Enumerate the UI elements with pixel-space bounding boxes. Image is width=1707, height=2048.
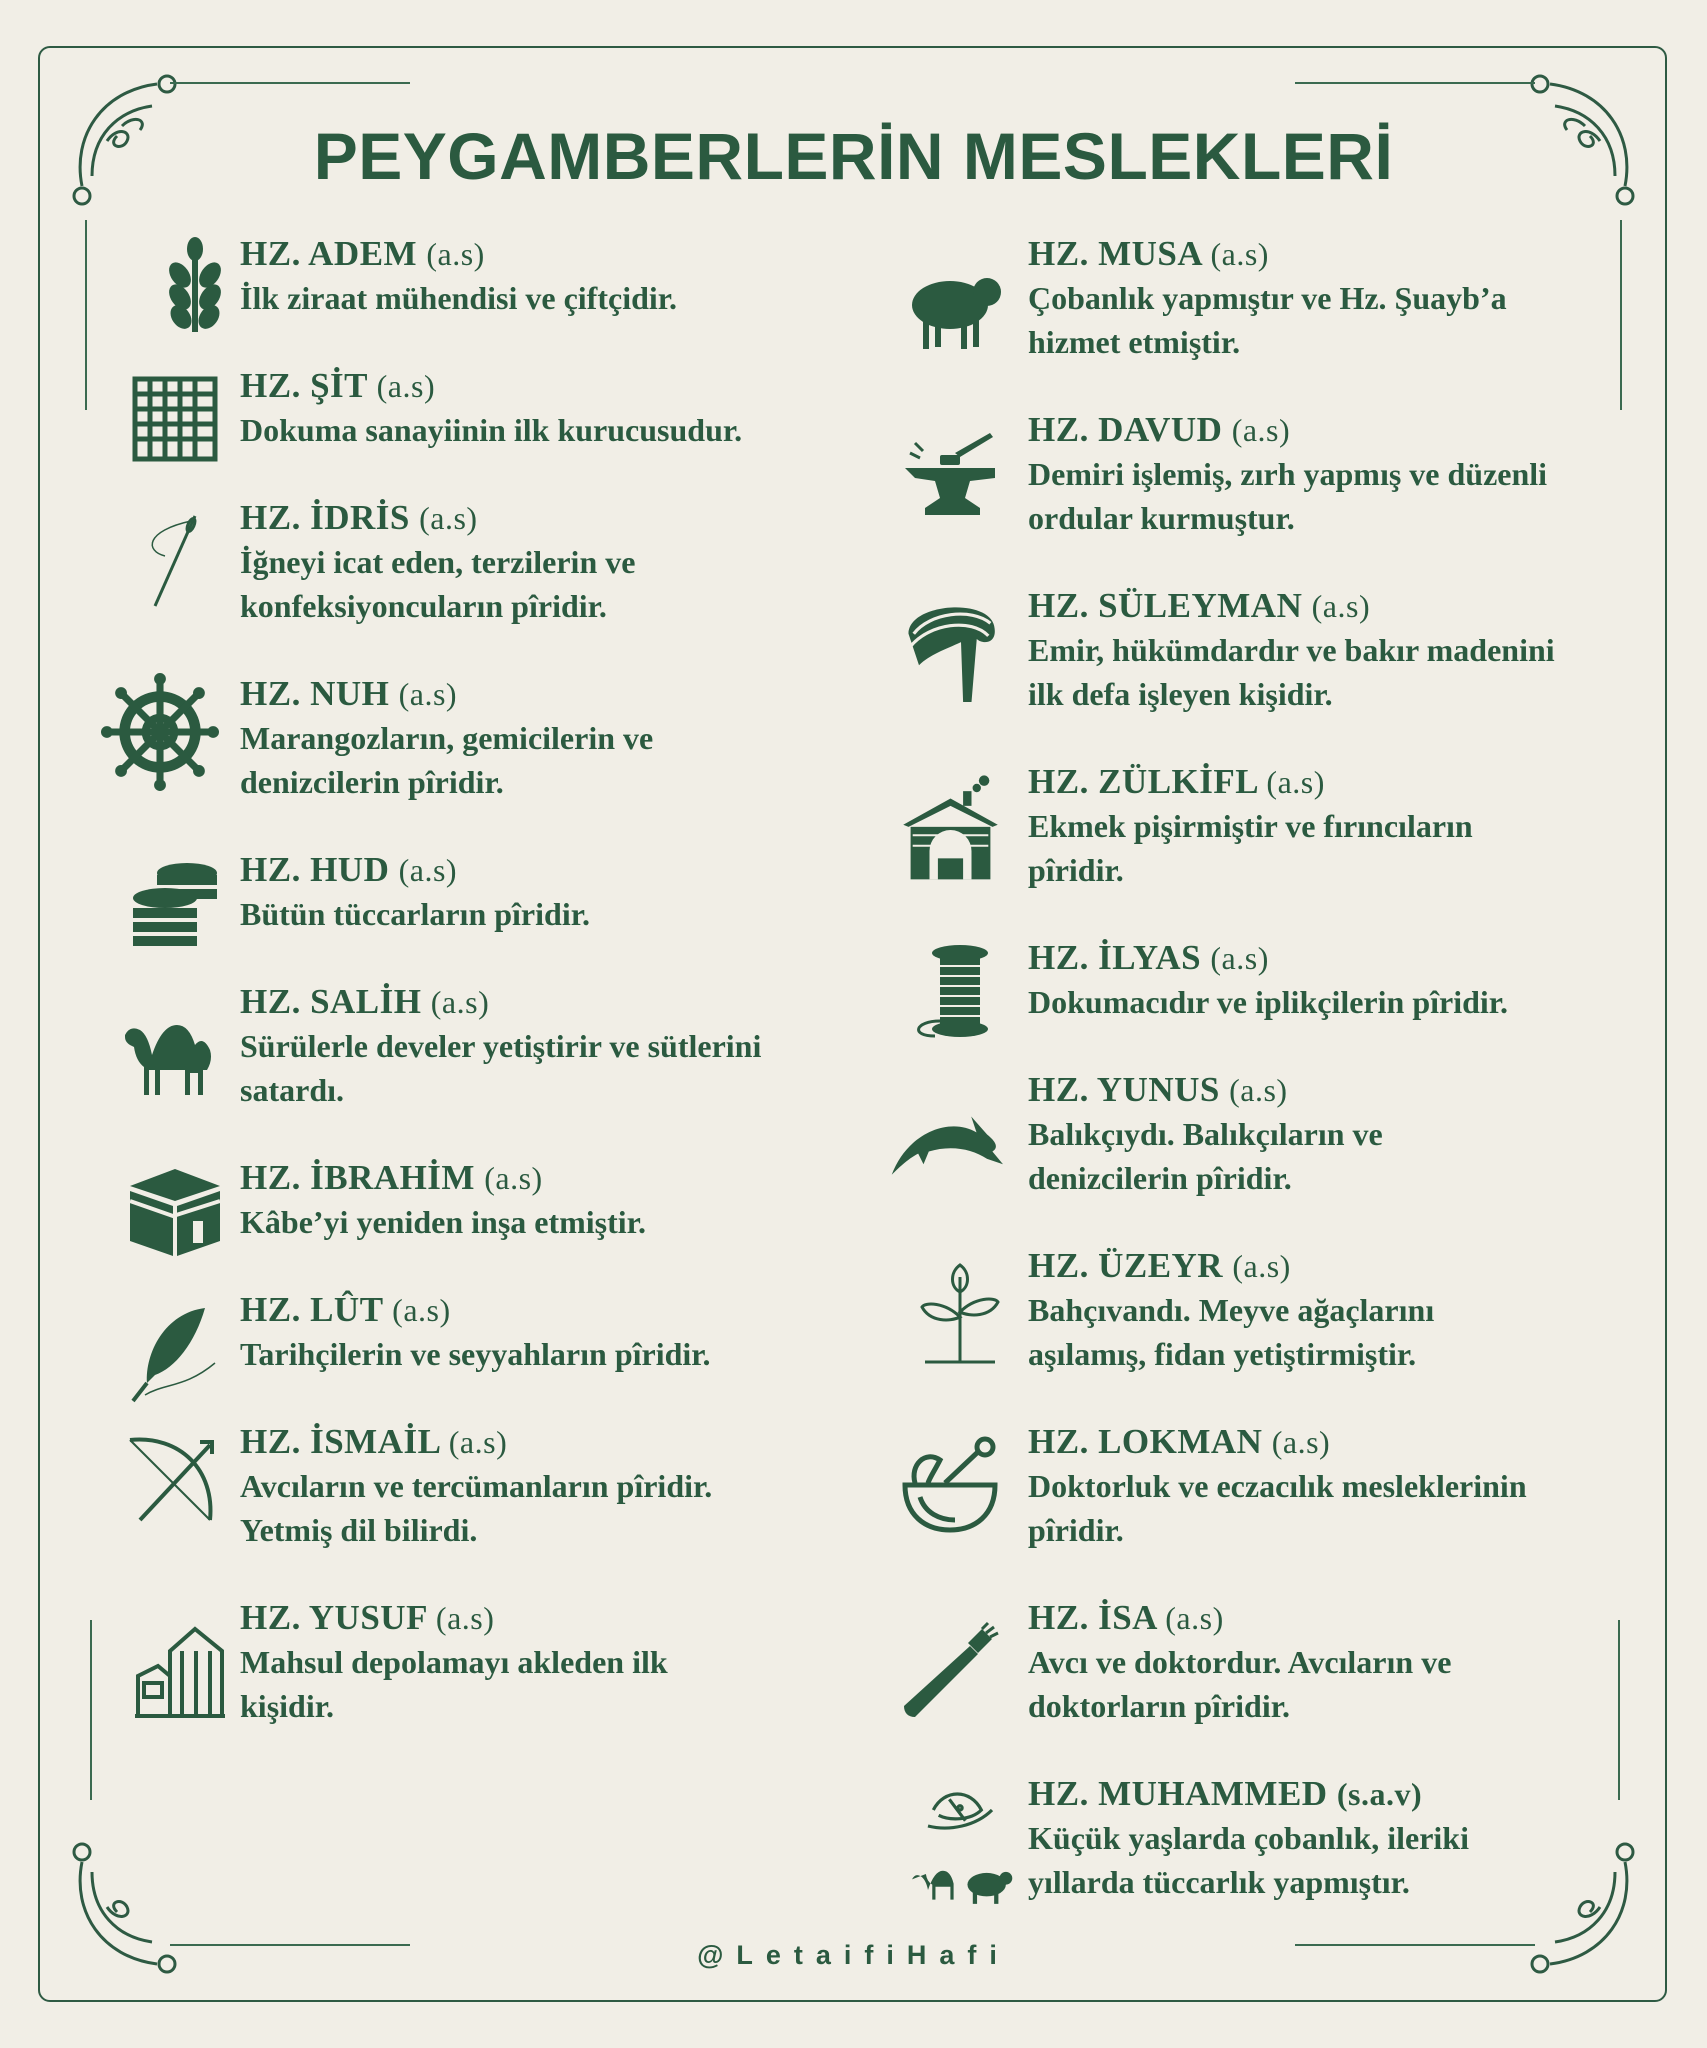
brush-icon [895, 1616, 1005, 1726]
honorific: (a.s) [430, 984, 490, 1020]
divider [1295, 82, 1535, 84]
silo-icon [125, 1616, 235, 1726]
description-line: Marangozların, gemicilerin ve [240, 720, 654, 756]
honorific: (s.a.v) [1336, 1776, 1423, 1812]
calligraphy-camel-sheep-icon [905, 1777, 1015, 1907]
oven-icon [895, 770, 1005, 890]
honorific: (a.s) [1266, 764, 1325, 800]
footer-handle: @LetaifiHafi [697, 1940, 1010, 1970]
honorific: (a.s) [484, 1160, 543, 1196]
description-line: konfeksiyoncuların pîridir. [240, 588, 607, 624]
description-line: doktorların pîridir. [1028, 1688, 1290, 1724]
description-line: denizcilerin pîridir. [240, 764, 504, 800]
prophet-name: HZ. İDRİS [240, 498, 410, 537]
description-line: Avcıların ve tercümanların pîridir. [240, 1468, 713, 1504]
honorific: (a.s) [1311, 588, 1371, 624]
honorific: (a.s) [1165, 1600, 1224, 1636]
weave-icon [120, 364, 230, 474]
honorific: (a.s) [435, 1600, 495, 1636]
honorific: (a.s) [398, 676, 458, 712]
description-line: denizcilerin pîridir. [1028, 1160, 1292, 1196]
prophet-name: HZ. LOKMAN [1028, 1422, 1263, 1461]
description-line: Avcı ve doktordur. Avcıların ve [1028, 1644, 1452, 1680]
description-line: Dokumacıdır ve iplikçilerin pîridir. [1028, 984, 1509, 1020]
description-line: Bütün tüccarların pîridir. [240, 896, 590, 932]
description-line: Doktorluk ve eczacılık mesleklerinin [1028, 1468, 1527, 1504]
description-line: Mahsul depolamayı akleden ilk [240, 1644, 668, 1680]
description-line: Balıkçıydı. Balıkçıların ve [1028, 1116, 1383, 1152]
mortar-pestle-icon [895, 1430, 1005, 1540]
description-line: ilk defa işleyen kişidir. [1028, 676, 1333, 712]
prophet-name: HZ. İLYAS [1028, 938, 1202, 977]
prophet-name: HZ. İSA [1028, 1598, 1156, 1637]
honorific: (a.s) [448, 1424, 508, 1460]
honorific: (a.s) [1210, 236, 1269, 272]
divider [85, 220, 87, 410]
description-line: aşılamış, fidan yetiştirmiştir. [1028, 1336, 1417, 1372]
prophet-name: HZ. MUSA [1028, 234, 1202, 273]
description-line: Emir, hükümdardır ve bakır madenini [1028, 632, 1555, 668]
ship-wheel-icon [100, 672, 220, 792]
prophet-name: HZ. ÜZEYR [1028, 1246, 1224, 1285]
prophet-name: HZ. SALİH [240, 982, 422, 1021]
prophet-name: HZ. MUHAMMED [1028, 1774, 1328, 1813]
honorific: (a.s) [1210, 940, 1269, 976]
description-line: Çobanlık yapmıştır ve Hz. Şuayb’a [1028, 280, 1507, 316]
prophet-name: HZ. ZÜLKİFL [1028, 762, 1258, 801]
honorific: (a.s) [1231, 412, 1291, 448]
description-line: Yetmiş dil bilirdi. [240, 1512, 478, 1548]
honorific: (a.s) [426, 236, 485, 272]
prophet-name: HZ. YUNUS [1028, 1070, 1220, 1109]
honorific: (a.s) [1232, 1248, 1291, 1284]
coins-icon [120, 848, 230, 958]
prophet-name: HZ. DAVUD [1028, 410, 1223, 449]
description-line: Ekmek pişirmiştir ve fırıncıların [1028, 808, 1473, 844]
prophet-name: HZ. YUSUF [240, 1598, 427, 1637]
description-line: kişidir. [240, 1688, 334, 1724]
prophet-name: HZ. İSMAİL [240, 1422, 440, 1461]
honorific: (a.s) [398, 852, 458, 888]
wheat-icon [140, 232, 250, 342]
description-line: Sürülerle develer yetiştirir ve sütlerini [240, 1028, 762, 1064]
kaaba-icon [120, 1156, 230, 1266]
sapling-icon [905, 1249, 1015, 1374]
description-line: yıllarda tüccarlık yapmıştır. [1028, 1864, 1410, 1900]
prophet-name: HZ. LÛT [240, 1290, 383, 1329]
description-line: Bahçıvandı. Meyve ağaçlarını [1028, 1292, 1435, 1328]
description-line: hizmet etmiştir. [1028, 324, 1241, 360]
quill-icon [120, 1298, 230, 1408]
needle-icon [120, 506, 230, 616]
description-line: Kâbe’yi yeniden inşa etmiştir. [240, 1204, 646, 1240]
prophet-name: HZ. ADEM [240, 234, 418, 273]
sheep-icon [900, 252, 1010, 362]
bow-arrow-icon [115, 1425, 225, 1535]
description-line: pîridir. [1028, 852, 1124, 888]
description-line: İlk ziraat mühendisi ve çiftçidir. [240, 280, 678, 316]
description-line: Dokuma sanayiinin ilk kurucusudur. [240, 412, 743, 448]
honorific: (a.s) [392, 1292, 451, 1328]
description-line: ordular kurmuştur. [1028, 500, 1295, 536]
dolphin-icon [885, 1088, 1015, 1198]
description-line: Küçük yaşlarda çobanlık, ileriki [1028, 1820, 1469, 1856]
camel-icon [110, 1000, 230, 1110]
thread-spool-icon [900, 936, 1010, 1046]
description-line: pîridir. [1028, 1512, 1124, 1548]
divider [170, 82, 410, 84]
prophet-name: HZ. ŞİT [240, 366, 368, 405]
page-title: PEYGAMBERLERİN MESLEKLERİ [313, 119, 1394, 193]
description-line: satardı. [240, 1072, 344, 1108]
prophet-name: HZ. HUD [240, 850, 390, 889]
anvil-icon [895, 418, 1005, 528]
description-line: İğneyi icat eden, terzilerin ve [240, 544, 636, 580]
prophet-name: HZ. SÜLEYMAN [1028, 586, 1303, 625]
honorific: (a.s) [1271, 1424, 1331, 1460]
honorific: (a.s) [1229, 1072, 1288, 1108]
honorific: (a.s) [419, 500, 478, 536]
description-line: Tarihçilerin ve seyyahların pîridir. [240, 1336, 711, 1372]
prophet-name: HZ. İBRAHİM [240, 1158, 475, 1197]
divider [90, 1620, 92, 1800]
description-line: Demiri işlemiş, zırh yapmış ve düzenli [1028, 456, 1548, 492]
honorific: (a.s) [376, 368, 436, 404]
turban-icon [895, 584, 1005, 714]
prophet-name: HZ. NUH [240, 674, 390, 713]
